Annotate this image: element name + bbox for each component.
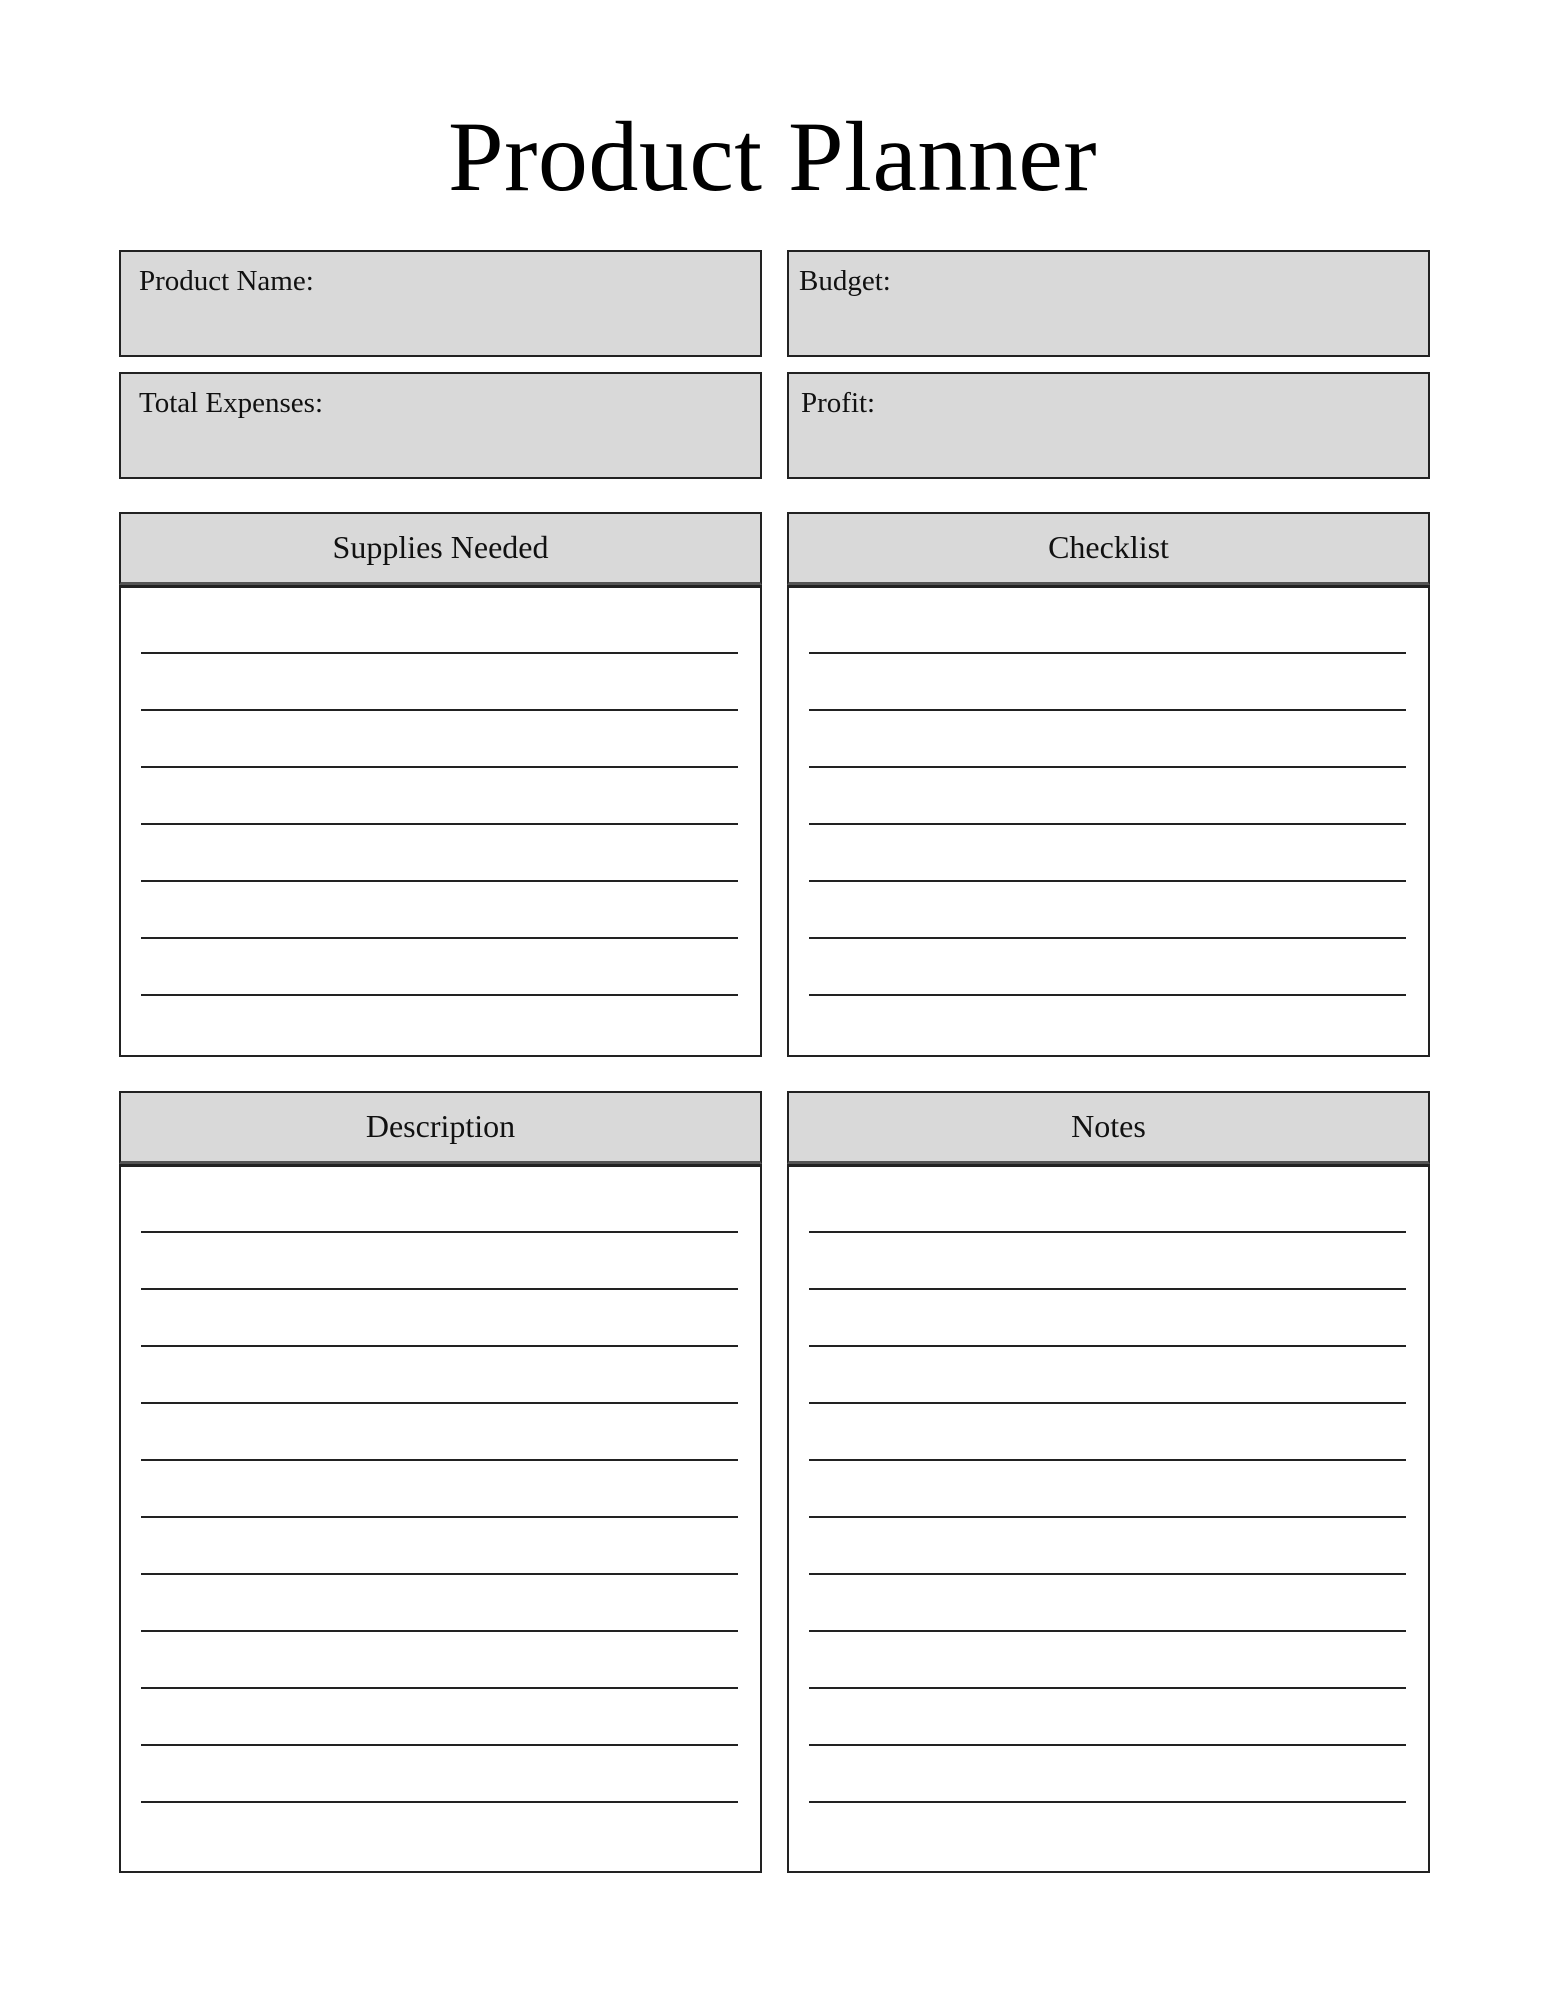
total-expenses-field[interactable] <box>119 372 762 479</box>
ruled-line <box>809 1573 1406 1575</box>
supplies-needed-section <box>119 512 762 1057</box>
ruled-line <box>809 937 1406 939</box>
writing-line-input[interactable] <box>141 954 738 996</box>
writing-line-input[interactable] <box>809 1362 1406 1404</box>
ruled-line <box>141 1345 738 1347</box>
writing-line-input[interactable] <box>141 669 738 711</box>
notes-section <box>787 1091 1430 1873</box>
writing-line-input[interactable] <box>141 1647 738 1689</box>
budget-label: Budget: <box>799 265 891 297</box>
writing-line-input[interactable] <box>809 1476 1406 1518</box>
writing-line-input[interactable] <box>141 612 738 654</box>
writing-line-input[interactable] <box>809 783 1406 825</box>
product-name-field[interactable] <box>119 250 762 357</box>
ruled-line <box>141 766 738 768</box>
writing-line-input[interactable] <box>141 1362 738 1404</box>
ruled-line <box>141 1516 738 1518</box>
writing-line-input[interactable] <box>809 612 1406 654</box>
budget-field[interactable] <box>787 250 1430 357</box>
ruled-line <box>141 994 738 996</box>
ruled-line <box>141 1630 738 1632</box>
writing-line-input[interactable] <box>141 783 738 825</box>
ruled-line <box>809 766 1406 768</box>
profit-label: Profit: <box>801 387 876 419</box>
writing-line-input[interactable] <box>809 897 1406 939</box>
ruled-line <box>141 880 738 882</box>
ruled-line <box>809 823 1406 825</box>
writing-line-input[interactable] <box>141 1704 738 1746</box>
ruled-line <box>141 823 738 825</box>
ruled-line <box>809 994 1406 996</box>
writing-line-input[interactable] <box>809 1647 1406 1689</box>
product-name-label: Product Name: <box>139 265 314 297</box>
ruled-line <box>141 937 738 939</box>
checklist-lines <box>787 585 1430 1057</box>
checklist-section <box>787 512 1430 1057</box>
writing-line-input[interactable] <box>809 1704 1406 1746</box>
ruled-line <box>809 652 1406 654</box>
profit-field[interactable] <box>787 372 1430 479</box>
writing-line-input[interactable] <box>141 726 738 768</box>
writing-line-input[interactable] <box>809 1305 1406 1347</box>
writing-line-input[interactable] <box>141 897 738 939</box>
ruled-line <box>141 1459 738 1461</box>
ruled-line <box>809 1744 1406 1746</box>
description-lines <box>119 1164 762 1873</box>
writing-line-input[interactable] <box>141 1761 738 1803</box>
writing-line-input[interactable] <box>809 1761 1406 1803</box>
writing-line-input[interactable] <box>809 726 1406 768</box>
description-heading: Description <box>119 1091 762 1164</box>
writing-line-input[interactable] <box>141 1476 738 1518</box>
writing-line-input[interactable] <box>809 840 1406 882</box>
writing-line-input[interactable] <box>141 1590 738 1632</box>
writing-line-input[interactable] <box>809 1533 1406 1575</box>
notes-lines <box>787 1164 1430 1873</box>
writing-line-input[interactable] <box>141 1191 738 1233</box>
ruled-line <box>809 1516 1406 1518</box>
writing-line-input[interactable] <box>809 1191 1406 1233</box>
writing-line-input[interactable] <box>809 1419 1406 1461</box>
writing-line-input[interactable] <box>141 1533 738 1575</box>
ruled-line <box>141 1402 738 1404</box>
writing-line-input[interactable] <box>809 954 1406 996</box>
writing-line-input[interactable] <box>809 1590 1406 1632</box>
ruled-line <box>809 1345 1406 1347</box>
writing-line-input[interactable] <box>141 1305 738 1347</box>
ruled-line <box>141 652 738 654</box>
checklist-heading: Checklist <box>787 512 1430 585</box>
ruled-line <box>809 1801 1406 1803</box>
total-expenses-label: Total Expenses: <box>139 387 324 419</box>
supplies-needed-lines <box>119 585 762 1057</box>
ruled-line <box>809 1630 1406 1632</box>
ruled-line <box>141 1687 738 1689</box>
ruled-line <box>809 1459 1406 1461</box>
ruled-line <box>809 880 1406 882</box>
ruled-line <box>809 709 1406 711</box>
ruled-line <box>809 1288 1406 1290</box>
ruled-line <box>809 1687 1406 1689</box>
writing-line-input[interactable] <box>141 840 738 882</box>
ruled-line <box>141 1573 738 1575</box>
ruled-line <box>809 1402 1406 1404</box>
notes-heading: Notes <box>787 1091 1430 1164</box>
ruled-line <box>141 1744 738 1746</box>
page-title: Product Planner <box>447 101 1098 212</box>
writing-line-input[interactable] <box>141 1419 738 1461</box>
ruled-line <box>141 1801 738 1803</box>
ruled-line <box>141 1231 738 1233</box>
description-section <box>119 1091 762 1873</box>
writing-line-input[interactable] <box>141 1248 738 1290</box>
writing-line-input[interactable] <box>809 669 1406 711</box>
ruled-line <box>141 709 738 711</box>
ruled-line <box>141 1288 738 1290</box>
ruled-line <box>809 1231 1406 1233</box>
writing-line-input[interactable] <box>809 1248 1406 1290</box>
supplies-needed-heading: Supplies Needed <box>119 512 762 585</box>
